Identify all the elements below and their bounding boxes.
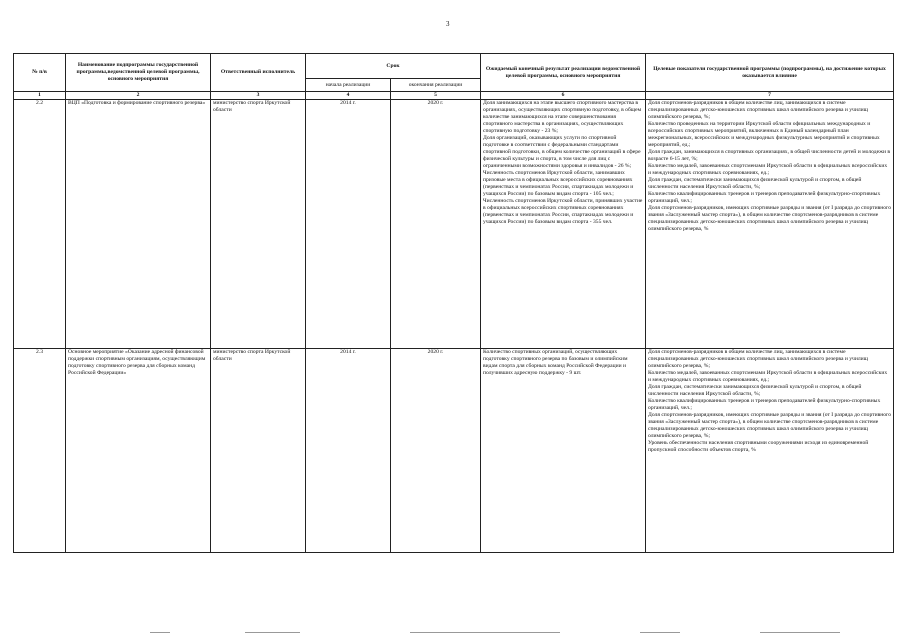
- indicator-item: Количество квалифицированных тренеров и тренеров преподавателей физкультурно-спортивных организаций, чел.;: [648, 191, 881, 204]
- column-number: 3: [211, 92, 306, 100]
- row-end: 2020 г.: [391, 349, 481, 553]
- indicator-item: Доля граждан, систематически занимающихся физической культурой и спортом, в общей численности населения Иркутской области, %;: [648, 384, 862, 397]
- row-result: [481, 100, 646, 349]
- header-term: Срок: [306, 54, 481, 79]
- row-result: [481, 349, 646, 553]
- header-term-end: окончания реализации: [391, 79, 481, 92]
- indicator-item: Доля спортсменов-разрядников в общем количестве лиц, занимающихся в системе специализированных детско-юношеских спортивных школ олимпийского резерва и училищ олимпийского резерва, %;: [648, 349, 868, 369]
- header-executor: Ответственный исполнитель: [211, 54, 306, 92]
- result-item: Количество спортивных организаций, осуществляющих подготовку спортивного резерва по базовым и олимпийским видам спорта для сборных команд Российской Федерации и получивших адресную поддержку - 9 шт.: [483, 349, 628, 376]
- row-start: 2014 г.: [306, 349, 391, 553]
- indicator-item: Количество медалей, завоеванных спортсменами Иркутской области в официальных всероссийских и международных спортивных соревнованиях, ед.;: [648, 370, 888, 383]
- indicator-item: Уровень обеспеченности населения спортивными сооружениями исходя из единовременной пропускной способности объектов спорта, %: [648, 440, 869, 453]
- result-item: Численность спортсменов Иркутской области, принявших участие в официальных всероссийских спортивных соревнованиях (первенствах и чемпионатах России, спартакиадах молодежи и учащихся России) по базовым видам спорта - 355 чел.: [483, 198, 643, 225]
- scan-artifact-line: [410, 632, 560, 633]
- column-number: 1: [14, 92, 66, 100]
- indicator-item: Доля граждан, систематически занимающихся физической культурой и спортом, в общей численности населения Иркутской области, %;: [648, 177, 862, 190]
- indicator-item: Доля спортсменов-разрядников в общем количестве лиц, занимающихся в системе специализированных детско-юношеских спортивных школ олимпийского резерва и училищ олимпийского резерва, %;: [648, 100, 868, 120]
- scan-artifact-line: [150, 632, 170, 633]
- scan-artifact-line: [245, 632, 300, 633]
- indicator-item: Количество проведенных на территории Иркутской области официальных международных и всероссийских спортивных мероприятий, включенных в Единый календарный план межрегиональных, всероссийских и международных физкультурных мероприятий и спортивных мероприятий, ед.;: [648, 121, 880, 148]
- scan-artifact-line: [640, 632, 680, 633]
- header-num: № п/в: [14, 54, 66, 92]
- column-number: 5: [391, 92, 481, 100]
- row-name: Основное мероприятие «Оказание адресной финансовой поддержки спортивным организациям, осуществляющим подготовку спортивного резерва для сборных команд Российской Федерации»: [66, 349, 211, 553]
- row-end: 2020 г.: [391, 100, 481, 349]
- indicator-item: Количество медалей, завоеванных спортсменами Иркутской области в официальных всероссийских и международных спортивных соревнованиях, ед.;: [648, 163, 888, 176]
- column-number: 4: [306, 92, 391, 100]
- row-num: 2.2: [14, 100, 66, 349]
- result-item: Доля организаций, оказывающих услуги по спортивной подготовке в соответствии с федеральными стандартами спортивной подготовки, в общем количестве организаций в сфере физической культуры и спорта, в том числе для лиц с ограниченными возможностями здоровья и инвалидов - 26 %;: [483, 135, 641, 169]
- indicator-item: Доля спортсменов-разрядников, имеющих спортивные разряды и звания (от I разряда до спортивного звания «Заслуженный мастер спорта»), в общем количестве спортсменов-разрядников в системе специализированных детско-юношеских спортивных школ олимпийского резерва и училищ олимпийского резерва, %;: [648, 412, 891, 439]
- table-row: [14, 100, 894, 349]
- header-name: Наименование подпрограммы государственной программы,ведомственной целевой программы, основного мероприятия: [66, 54, 211, 92]
- header-indicators: Целевые показатели государственной программы (подпрограммы), на достижение которых оказывается влияние: [646, 54, 894, 92]
- row-indicators: [646, 349, 894, 553]
- header-term-start: начала реализации: [306, 79, 391, 92]
- row-indicators: [646, 100, 894, 349]
- column-number: 6: [481, 92, 646, 100]
- column-number: 2: [66, 92, 211, 100]
- program-table: [13, 53, 894, 553]
- row-num: 2.3: [14, 349, 66, 553]
- row-name: ВЦП «Подготовка и формирование спортивного резерва»: [66, 100, 211, 349]
- indicator-item: Доля граждан, занимающихся в спортивных организациях, в общей численности детей и молодежи в возрасте 6-15 лет, %;: [648, 149, 891, 162]
- indicator-item: Доля спортсменов-разрядников, имеющих спортивные разряды и звания (от I разряда до спортивного звания «Заслуженный мастер спорта»), в общем количестве спортсменов-разрядников в системе специализированных детско-юношеских спортивных школ олимпийского резерва и училищ олимпийского резерва, %: [648, 205, 891, 232]
- column-number: 7: [646, 92, 894, 100]
- scan-artifact-line: [760, 632, 840, 633]
- row-start: 2014 г.: [306, 100, 391, 349]
- row-executor: министерство спорта Иркутской области: [211, 100, 306, 349]
- page-number: 3: [446, 20, 450, 28]
- row-executor: министерство спорта Иркутской области: [211, 349, 306, 553]
- result-item: Численность спортсменов Иркутской области, занимавших призовые места в официальных всероссийских соревнованиях (первенствах и чемпионатах России, спартакиадах молодежи и учащихся России) по базовым видам спорта - 105 чел.;: [483, 170, 634, 197]
- header-result: Ожидаемый конечный результат реализации ведомственной целевой программы, основного мероприятия: [481, 54, 646, 92]
- result-item: Доля занимающихся на этапе высшего спортивного мастерства в организациях, осуществляющих спортивную подготовку, в общем количестве занимающихся на этапе совершенствования спортивного мастерства в организациях, осуществляющих спортивную подготовку - 23 %;: [483, 100, 642, 134]
- indicator-item: Количество квалифицированных тренеров и тренеров преподавателей физкультурно-спортивных организаций, чел.;: [648, 398, 881, 411]
- table-row: [14, 349, 894, 553]
